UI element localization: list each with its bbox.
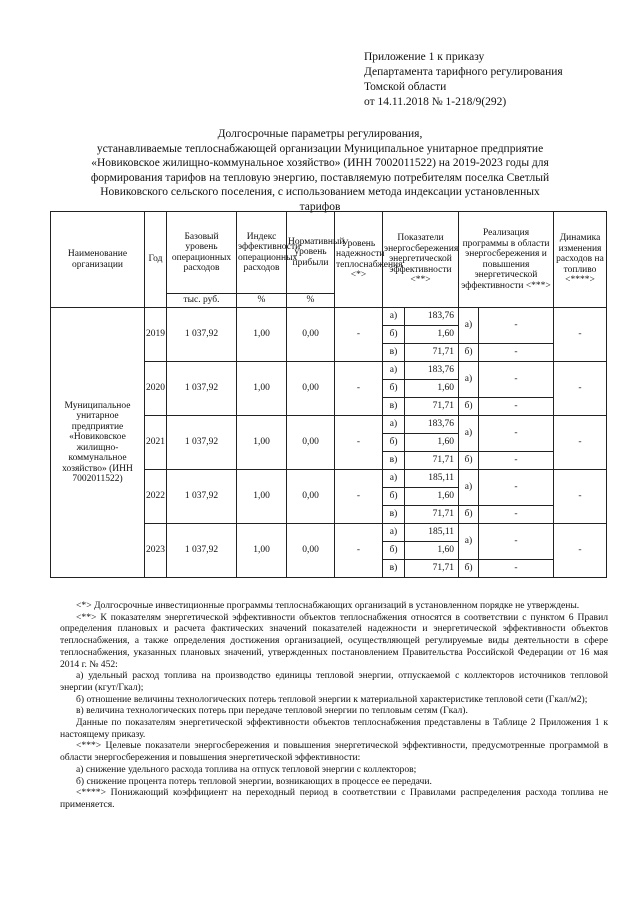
indicator-value: 71,71 (405, 398, 459, 416)
program-label: а) (459, 524, 479, 560)
document-title (60, 127, 580, 214)
indicator-value: 1,60 (405, 488, 459, 506)
efficiency-index-cell: 1,00 (237, 470, 287, 524)
footnote-1: <*> Долгосрочные инвестиционные программы теплоснабжающих организаций в установленном порядке не утверждены. (76, 600, 580, 611)
indicator-value: 1,60 (405, 380, 459, 398)
program-value: - (479, 308, 554, 344)
program-value: - (479, 506, 554, 524)
program-value: - (479, 470, 554, 506)
unit-norm: % (287, 294, 335, 308)
efficiency-index-cell: 1,00 (237, 416, 287, 470)
year-cell: 2020 (145, 362, 167, 416)
program-label: б) (459, 344, 479, 362)
program-value: - (479, 524, 554, 560)
indicator-value: 183,76 (405, 416, 459, 434)
header-fuel-dynamics: Динамика изменения расходов на топливо <****> (554, 212, 607, 308)
reliability-cell: - (335, 308, 383, 362)
fuel-dynamics-cell: - (554, 362, 607, 416)
indicator-label: а) (383, 524, 405, 542)
title-line: устанавливаемые теплоснабжающей организации Муниципальное унитарное предприятие (96, 142, 544, 155)
header-base-expenses: Базовый уровень операционных расходов (167, 212, 237, 294)
efficiency-index-cell: 1,00 (237, 362, 287, 416)
program-label: б) (459, 452, 479, 470)
indicator-label: в) (383, 344, 405, 362)
indicator-label: б) (383, 488, 405, 506)
indicator-label: а) (383, 470, 405, 488)
program-label: б) (459, 398, 479, 416)
base-expenses-cell: 1 037,92 (167, 308, 237, 362)
base-expenses-cell: 1 037,92 (167, 470, 237, 524)
year-cell: 2019 (145, 308, 167, 362)
indicator-label: в) (383, 398, 405, 416)
approval-line: Томской области (364, 81, 447, 93)
title-line: Долгосрочные параметры регулирования, (217, 128, 423, 140)
header-efficiency-index: Индекс эффективности операционных расходов (237, 212, 287, 294)
indicator-value: 71,71 (405, 344, 459, 362)
base-expenses-cell: 1 037,92 (167, 524, 237, 578)
indicator-value: 183,76 (405, 362, 459, 380)
indicator-value: 185,11 (405, 470, 459, 488)
table-row (51, 308, 607, 326)
unit-index: % (237, 294, 287, 308)
organization-name: Муниципальное унитарное предприятие «Новиковское жилищно-коммунальное хозяйство» (ИНН 7002011522) (51, 308, 145, 578)
program-label: а) (459, 416, 479, 452)
program-value: - (479, 362, 554, 398)
program-label: б) (459, 560, 479, 578)
reliability-cell: - (335, 470, 383, 524)
indicator-value: 1,60 (405, 326, 459, 344)
reliability-cell: - (335, 524, 383, 578)
indicator-label: а) (383, 362, 405, 380)
approval-line: Приложение 1 к приказу (364, 51, 485, 63)
title-line: «Новиковское жилищно-коммунальное хозяйство» (ИНН 7002011522) на 2019-2023 годы для (91, 157, 549, 169)
indicator-value: 71,71 (405, 506, 459, 524)
program-label: а) (459, 362, 479, 398)
indicator-label: в) (383, 560, 405, 578)
header-energy-indicators: Показатели энергосбережения энергетической эффективности <**> (383, 212, 459, 308)
efficiency-index-cell: 1,00 (237, 308, 287, 362)
profit-level-cell: 0,00 (287, 416, 335, 470)
footnote-2d: Данные по показателям энергетической эффективности объектов теплоснабжения представлены в Таблице 2 Приложения 1 к настоящему приказу. (60, 717, 608, 740)
header-reliability: Уровень надежности теплоснабжения <*> (335, 212, 383, 308)
reliability-cell: - (335, 362, 383, 416)
indicator-value: 71,71 (405, 560, 459, 578)
header-profit-level: Нормативный уровень прибыли (287, 212, 335, 294)
footnote-3b: б) снижение процента потерь тепловой энергии, возникающих в процессе ее передачи. (76, 775, 432, 787)
reliability-cell: - (335, 416, 383, 470)
program-value: - (479, 416, 554, 452)
footnotes (60, 600, 608, 811)
footnote-2: <**> К показателям энергетической эффективности объектов теплоснабжения относятся в соответствии с пунктом 6 Правил определения плановых и расчета фактических значений показателей надежности и энергетической эффективности объектов теплоснабжения, а также определения достижения организацией, осуществляющей регулируемые виды деятельности в сфере теплоснабжения, указанных плановых значений, утвержденных постановлением Правительства Российской Федерации от 16 мая 2014 г. № 452: (60, 611, 608, 670)
profit-level-cell: 0,00 (287, 308, 335, 362)
approval-line: от 14.11.2018 № 1-218/9(292) (364, 96, 507, 108)
indicator-label: б) (383, 434, 405, 452)
profit-level-cell: 0,00 (287, 470, 335, 524)
fuel-dynamics-cell: - (554, 524, 607, 578)
footnote-2b: б) отношение величины технологических потерь тепловой энергии к материальной характеристике тепловой сети (Гкал/м2); (76, 693, 588, 705)
program-label: а) (459, 308, 479, 344)
base-expenses-cell: 1 037,92 (167, 416, 237, 470)
indicator-label: б) (383, 380, 405, 398)
approval-line: Департамента тарифного регулирования (364, 66, 563, 78)
unit-base: тыс. руб. (167, 294, 237, 308)
program-value: - (479, 398, 554, 416)
program-label: а) (459, 470, 479, 506)
indicator-label: а) (383, 416, 405, 434)
footnote-3a: а) снижение удельного расхода топлива на отпуск тепловой энергии с коллекторов; (76, 763, 417, 775)
indicator-value: 1,60 (405, 434, 459, 452)
header-organization: Наименование организации (51, 212, 145, 308)
year-cell: 2023 (145, 524, 167, 578)
title-line: тарифов (299, 200, 341, 213)
fuel-dynamics-cell: - (554, 470, 607, 524)
indicator-value: 71,71 (405, 452, 459, 470)
footnote-4: <****> Понижающий коэффициент на переходный период в соответствии с Правилами распределения расхода топлива не применяется. (60, 787, 608, 810)
indicator-value: 185,11 (405, 524, 459, 542)
header-programs: Реализация программы в области энергосбережения и повышения энергетической эффективности <***> (459, 212, 554, 308)
indicator-value: 183,76 (405, 308, 459, 326)
footnote-3: <***> Целевые показатели энергосбережения и повышения энергетической эффективности, предусмотренные программой в области энергосбережения и повышения энергетической эффективности: (60, 740, 608, 764)
title-line: формирования тарифов на тепловую энергию, поставляемую потребителям поселка Светлый (90, 171, 550, 184)
efficiency-index-cell: 1,00 (237, 524, 287, 578)
indicator-label: в) (383, 506, 405, 524)
footnote-2c: в) величина технологических потерь при передаче тепловой энергии по тепловым сетям (Гкал). (76, 705, 468, 717)
year-cell: 2021 (145, 416, 167, 470)
title-line: Новиковского сельского поселения, с использованием метода индексации установленных (100, 186, 540, 198)
base-expenses-cell: 1 037,92 (167, 362, 237, 416)
fuel-dynamics-cell: - (554, 308, 607, 362)
indicator-label: в) (383, 452, 405, 470)
header-year: Год (145, 212, 167, 308)
indicator-label: б) (383, 542, 405, 560)
indicator-value: 1,60 (405, 542, 459, 560)
profit-level-cell: 0,00 (287, 362, 335, 416)
fuel-dynamics-cell: - (554, 416, 607, 470)
footnote-2a: а) удельный расход топлива на производство единицы тепловой энергии, отпускаемой с коллекторов источников тепловой энергии (кгут/Гкал); (60, 670, 608, 693)
parameters-table (50, 211, 607, 578)
program-label: б) (459, 506, 479, 524)
program-value: - (479, 452, 554, 470)
indicator-label: б) (383, 326, 405, 344)
profit-level-cell: 0,00 (287, 524, 335, 578)
program-value: - (479, 344, 554, 362)
program-value: - (479, 560, 554, 578)
indicator-label: а) (383, 308, 405, 326)
year-cell: 2022 (145, 470, 167, 524)
approval-block (364, 50, 614, 110)
